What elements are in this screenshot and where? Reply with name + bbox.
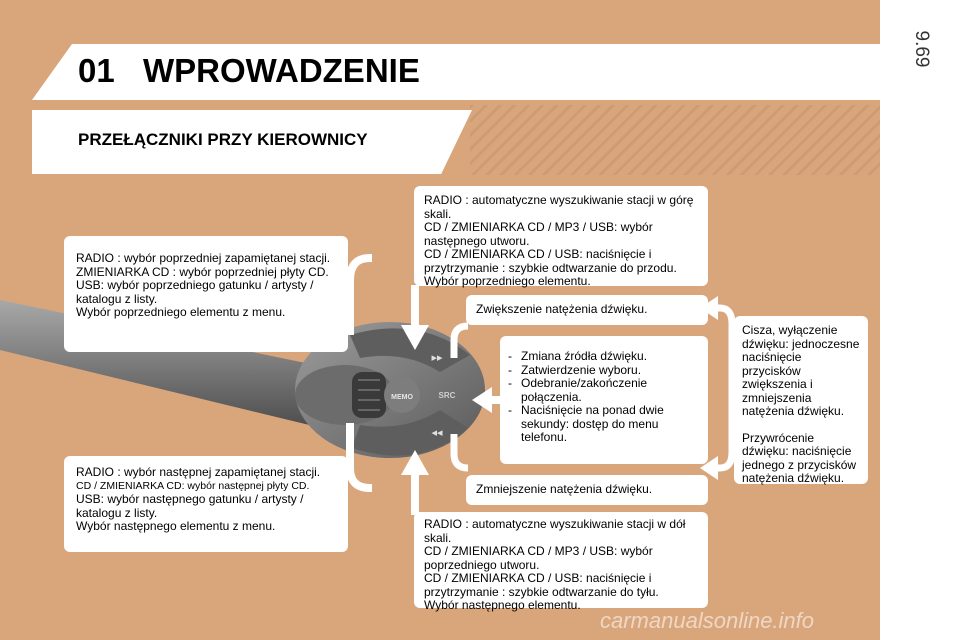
mute-info-box: [734, 316, 868, 484]
rew-label: ◂◂: [431, 427, 443, 439]
thumb-wheel: [352, 372, 386, 418]
chapter-number: 01: [78, 52, 115, 89]
info-line: CD / ZMIENIARKA CD / USB: naciśnięcie i przytrzymanie : szybkie odtwarzanie do przodu.: [424, 247, 677, 275]
info-line: ZMIENIARKA CD : wybór poprzedniej płyty CD.: [76, 264, 329, 279]
info-line: CD / ZMIENIARKA CD / USB: naciśnięcie i przytrzymanie : szybkie odtwarzanie do tyłu.: [424, 571, 659, 599]
next-preset-info-box: [64, 456, 348, 552]
volume-down-text: Zmniejszenie natężenia dźwięku.: [476, 482, 653, 496]
info-line: RADIO : automatyczne wyszukiwanie stacji w górę skali.: [424, 193, 694, 221]
chapter-title: WPROWADZENIE: [143, 52, 420, 89]
volume-down-info-box: [466, 475, 708, 505]
source-select-info-box: [500, 336, 708, 464]
seek-up-info-box: [414, 186, 708, 286]
fwd-label: ▸▸: [431, 352, 443, 364]
info-line: Wybór poprzedniego elementu z menu.: [76, 305, 286, 319]
source-actions-list: [508, 350, 698, 445]
info-line: RADIO : wybór następnej zapamiętanej stacji.: [76, 465, 321, 479]
section-title: PRZEŁĄCZNIKI PRZY KIEROWNICY: [78, 130, 368, 149]
volume-up-text: Zwiększenie natężenia dźwięku.: [476, 302, 648, 316]
prev-preset-info-box: [64, 236, 348, 352]
arrow-up-to-prev-icon: [395, 440, 435, 520]
list-item: - Zmiana źródła dźwięku.: [508, 350, 698, 364]
unmute-paragraph: Przywrócenie dźwięku: naciśnięcie jednego z przycisków natężenia dźwięku.: [742, 430, 857, 485]
info-line: CD / ZMIENIARKA CD / MP3 / USB: wybór następnego utworu.: [424, 220, 653, 248]
info-line: RADIO : wybór poprzedniej zapamiętanej stacji.: [76, 251, 331, 265]
src-label: SRC: [438, 391, 456, 400]
info-line: Wybór następnego elementu z menu.: [76, 519, 276, 533]
arrow-down-to-next-icon: [395, 280, 435, 360]
arrow-down-left-icon: [340, 418, 400, 498]
watermark: carmanualsonline.info: [600, 608, 815, 633]
list-item: - Zatwierdzenie wyboru.: [508, 364, 698, 378]
info-line: Wybór poprzedniego elementu.: [424, 274, 591, 288]
page-number: 9.69: [911, 30, 932, 68]
page-tab: [880, 0, 960, 640]
info-line: USB: wybór poprzedniego gatunku / artysty / katalogu z listy.: [76, 278, 314, 306]
memo-label: MEMO: [391, 394, 413, 401]
info-line: Wybór następnego elementu.: [424, 598, 581, 612]
mute-paragraph: Cisza, wyłączenie dźwięku: jednoczesne naciśnięcie przycisków zwiększenia i zmniejszenia natężenia dźwięku.: [742, 323, 860, 418]
info-line: RADIO : automatyczne wyszukiwanie stacji w dół skali.: [424, 517, 686, 545]
volume-down-bracket-icon: [446, 432, 476, 472]
list-item: - Odebranie/zakończenie połączenia.: [508, 377, 698, 404]
info-line: CD / ZMIENIARKA CD / MP3 / USB: wybór poprzedniego utworu.: [424, 544, 653, 572]
info-line: CD / ZMIENIARKA CD: wybór następnej płyty CD.: [76, 479, 310, 492]
volume-up-info-box: [466, 295, 708, 325]
volume-up-bracket-icon: [446, 322, 476, 360]
info-line: USB: wybór następnego gatunku / artysty / katalogu z listy.: [76, 492, 304, 520]
seek-down-info-box: [414, 512, 708, 612]
list-item: - Naciśnięcie na ponad dwie sekundy: dostęp do menu telefonu.: [508, 404, 698, 445]
arrow-up-left-icon: [340, 240, 400, 340]
